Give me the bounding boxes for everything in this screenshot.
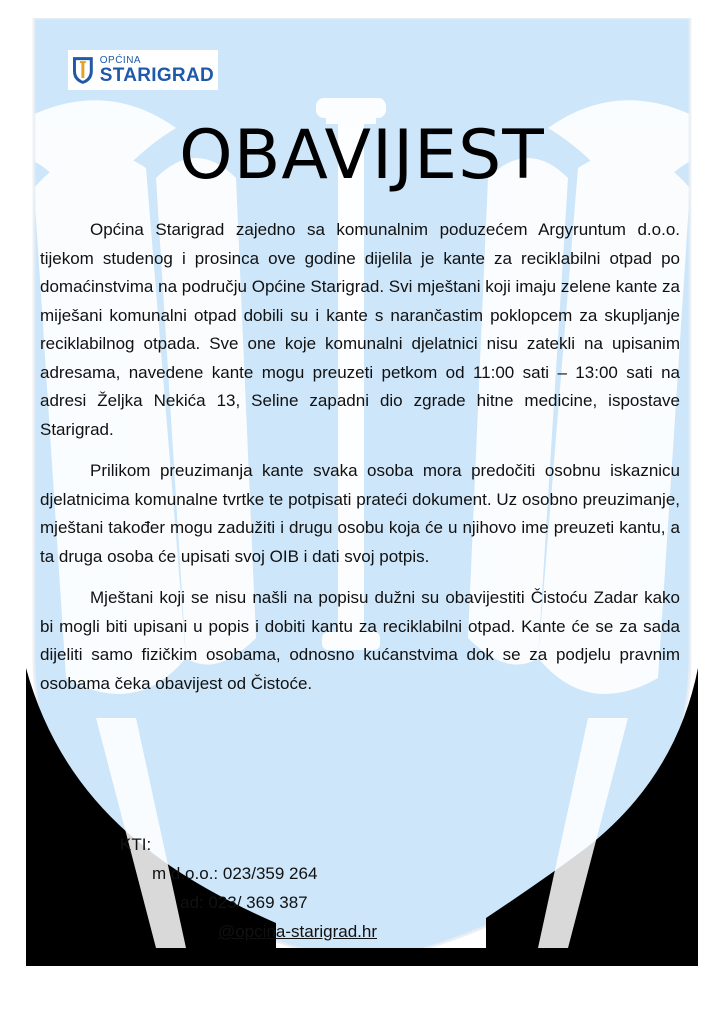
page-title: OBAVIJEST (179, 116, 545, 195)
paragraph-1: Općina Starigrad zajedno sa komunalnim poduzećem Argyruntum d.o.o. tijekom studenog i prosinca ove godine dijelila je kante za reciklabilni otpad po domaćinstvima na području Općine Starigrad. Svi mještani koji imaju zelene kante za miješani komunalni otpad dobili su i kante s narančastim poklopcem za skupljanje reciklabilnog otpada. Sve one koje komunalni djelatnici nisu zatekli na upisanim adresama, navedene kante mogu preuzeti petkom od 11:00 sati – 13:00 sati na adresi Željka Nekića 13, Seline zapadni dio zgrade hitne medicine, ispostave Starigrad. (40, 220, 680, 439)
coat-of-arms-icon (72, 55, 94, 85)
paragraph-2: Prilikom preuzimanja kante svaka osoba mora predočiti osobnu iskaznicu djelatnicima komunalne tvrtke te potpisati prateći dokument. Uz osobno preuzimanje, mještani također mogu zadužiti i drugu osobu koja će u njihovo ime preuzeti kantu, a ta druga osoba će upisati svoj OIB i dati svoj potpis. (40, 461, 680, 566)
paragraph-3: Mještani koji se nisu našli na popisu dužni su obavijestiti Čistoću Zadar kako bi mogli biti upisani u popis i dobiti kantu za reciklabilni otpad. Kante će se za sada dijeliti samo fizičkim osobama, odnosno kućanstvima dok se za podjelu pravnim osobama čeka obavijest od Čistoće. (40, 588, 680, 693)
logo-big-text: STARIGRAD (99, 64, 214, 86)
logo-small-text: OPĆINA (99, 54, 142, 66)
document-page (26, 18, 698, 966)
contacts-heading: KTI: (120, 835, 152, 854)
contact-email-link[interactable]: @opcina-starigrad.hr (218, 922, 377, 941)
black-bottom-strip (26, 948, 698, 966)
contact-line-1: m d.o.o.: 023/359 264 (152, 864, 318, 883)
municipality-logo (68, 50, 218, 90)
contacts-block (40, 830, 680, 946)
contact-line-2: ad: 023/ 369 387 (180, 893, 308, 912)
notice-body (40, 216, 680, 711)
